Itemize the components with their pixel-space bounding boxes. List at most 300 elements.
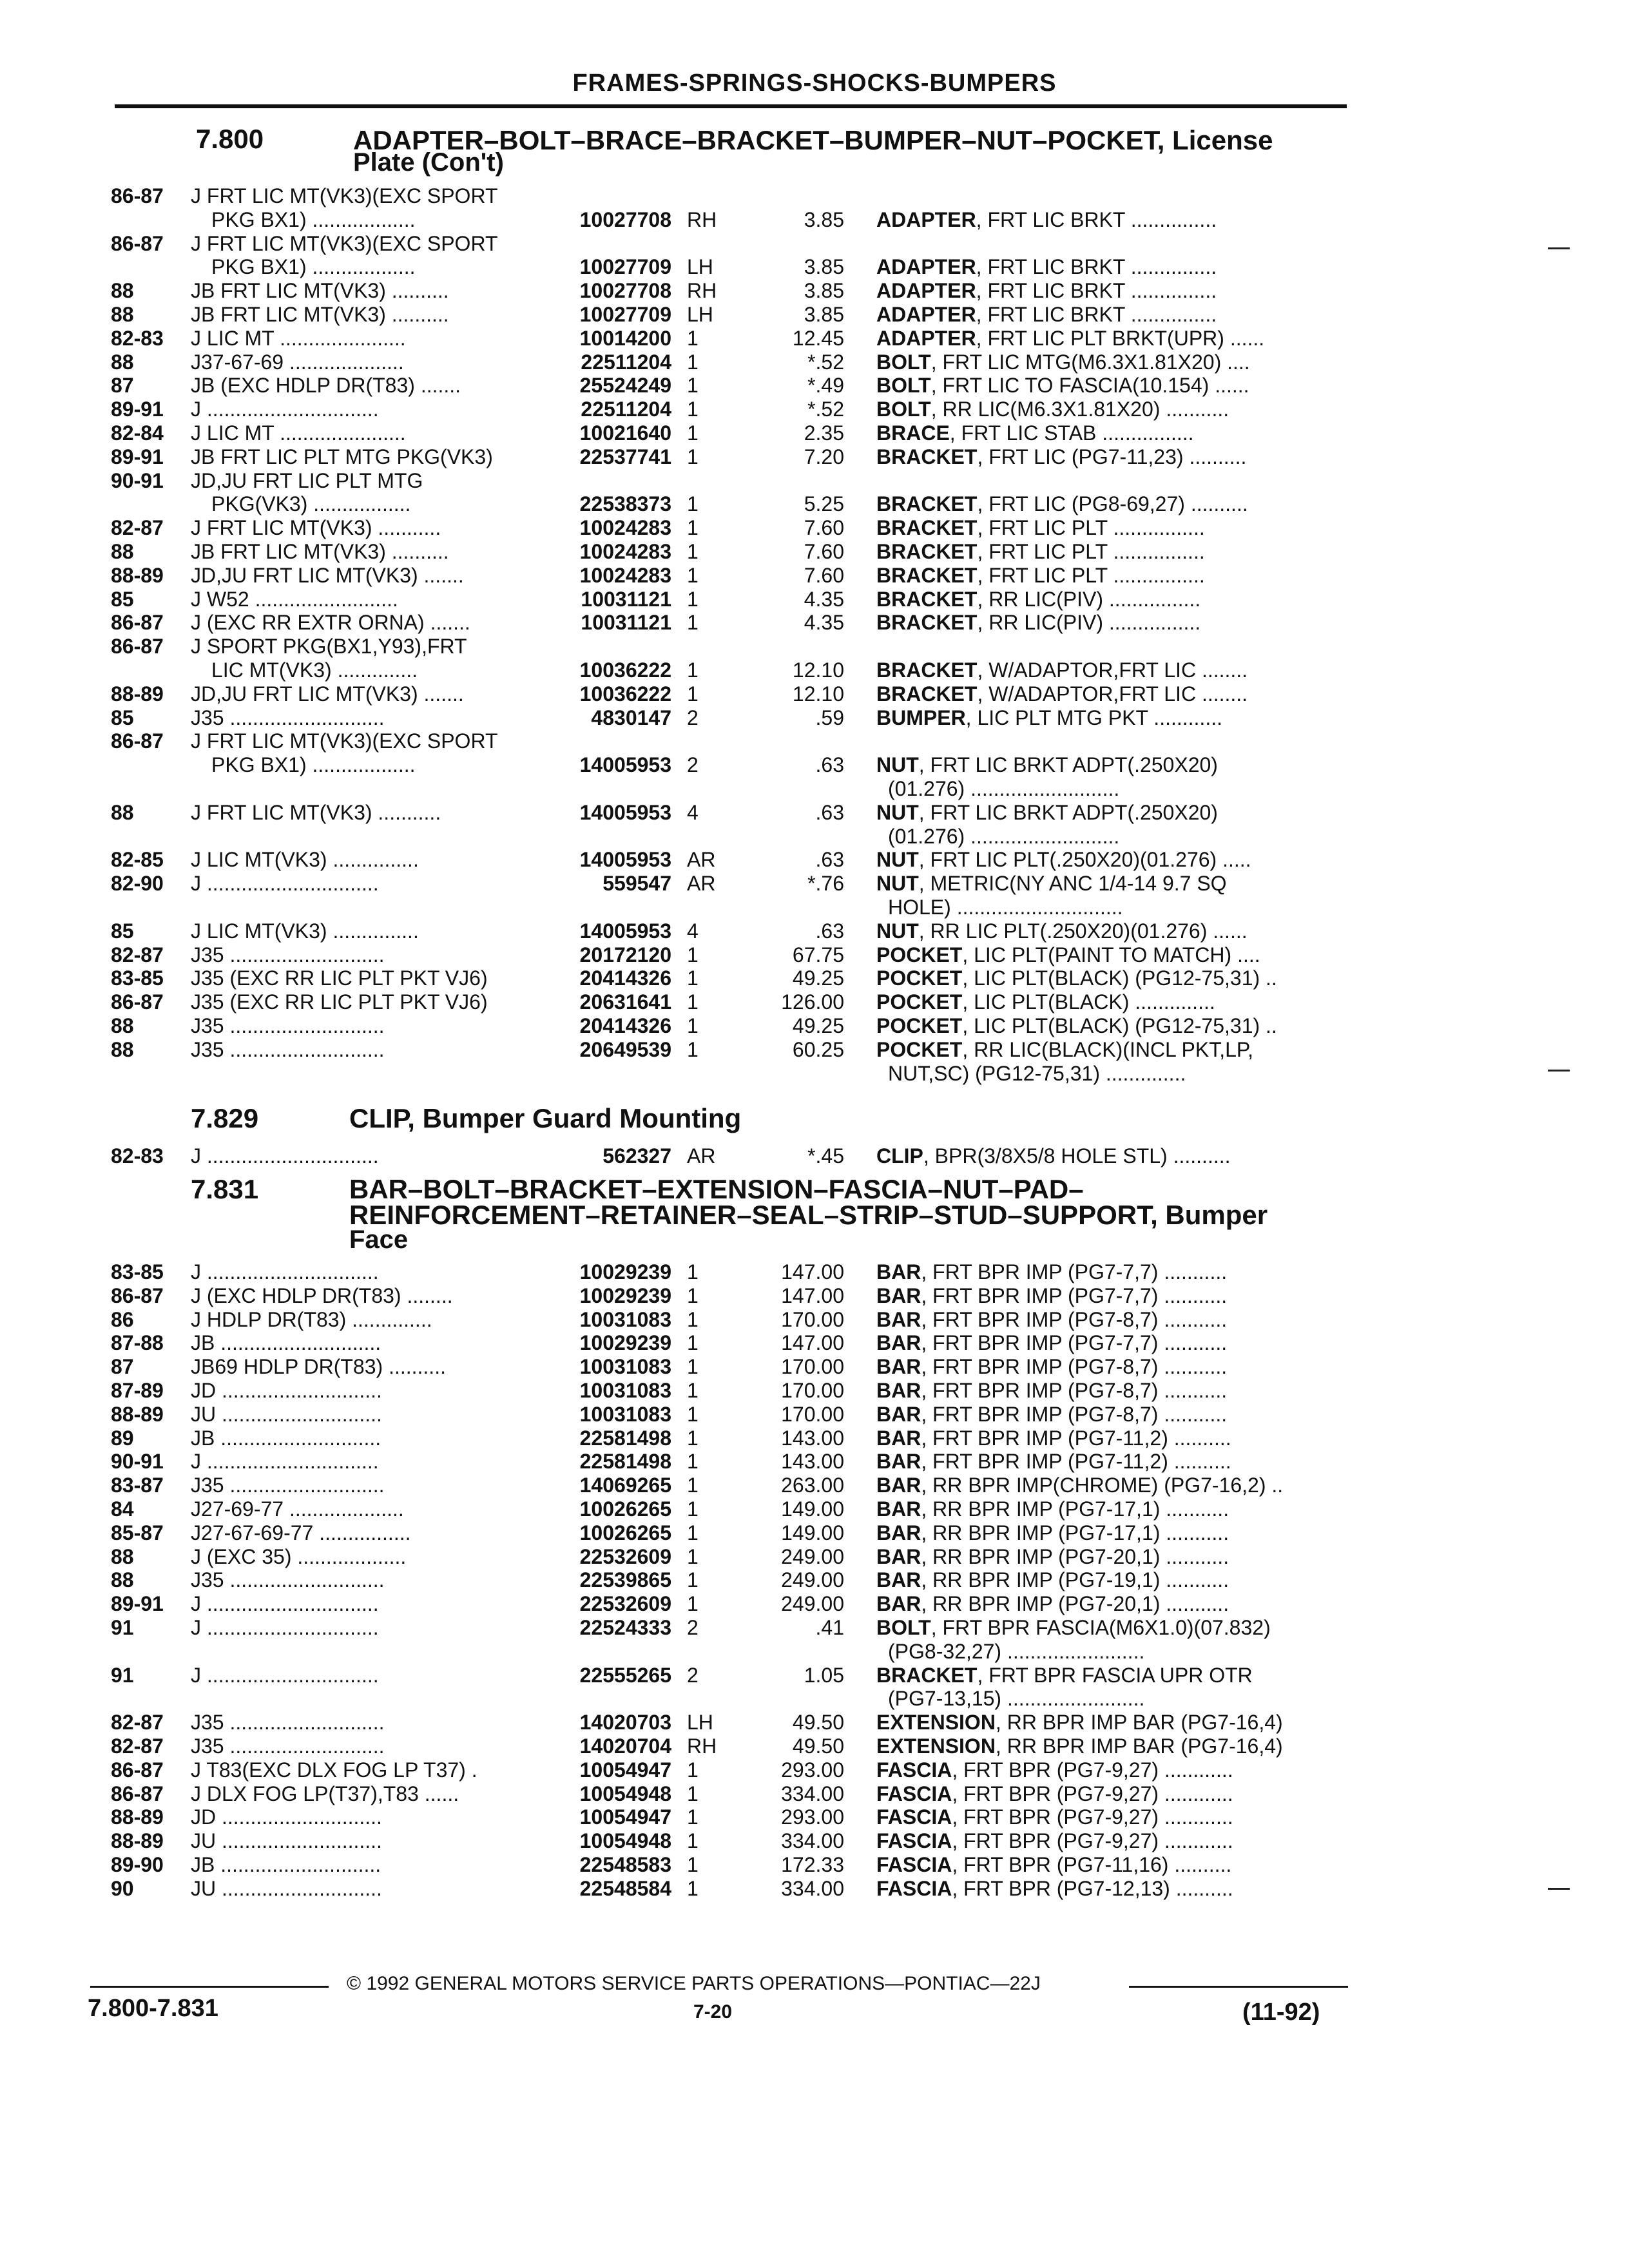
price: 3.85 — [804, 255, 844, 278]
date-code: (11-92) — [1242, 1999, 1320, 2026]
part-name: BAR — [876, 1497, 921, 1521]
price: .63 — [815, 801, 844, 824]
quantity: RH — [687, 279, 717, 302]
parts-row — [0, 942, 1629, 968]
part-name: BRACKET — [876, 658, 978, 682]
quantity: 1 — [687, 1545, 699, 1568]
parts-row — [0, 515, 1629, 541]
part-number: 20631641 — [579, 990, 671, 1014]
part-detail: , FRT BPR IMP (PG7-8,7) ........... — [921, 1379, 1228, 1402]
part-detail: , FRT LIC (PG8-69,27) .......... — [977, 492, 1248, 515]
application: PKG BX1) .................. — [211, 255, 416, 278]
parts-row — [0, 1472, 1629, 1498]
description — [876, 207, 1347, 233]
quantity: 1 — [687, 1450, 699, 1473]
price: 12.10 — [792, 658, 844, 682]
description — [876, 562, 1347, 588]
part-number: 22581498 — [579, 1450, 671, 1473]
model-year: 88 — [111, 1568, 134, 1591]
header-rule — [115, 104, 1347, 108]
part-name: ADAPTER — [876, 279, 976, 302]
part-detail: , RR LIC(PIV) ................ — [977, 588, 1201, 611]
parts-row — [0, 444, 1629, 470]
model-year: 88 — [111, 351, 134, 374]
quantity: RH — [687, 208, 717, 231]
price: 334.00 — [781, 1829, 844, 1852]
parts-row — [0, 1781, 1629, 1807]
model-year: 87 — [111, 374, 134, 397]
quantity: 1 — [687, 421, 699, 445]
quantity: 1 — [687, 1782, 699, 1805]
part-name: POCKET — [876, 966, 963, 990]
copyright-text: © 1992 GENERAL MOTORS SERVICE PARTS OPERATIONS—PONTIAC—22J — [347, 1973, 1041, 1994]
application: J35 ........................... — [191, 1014, 385, 1037]
part-number: 22524333 — [579, 1616, 671, 1639]
description — [876, 1496, 1347, 1522]
part-detail: , FRT LIC PLT ................ — [977, 564, 1205, 587]
quantity: 1 — [687, 398, 699, 421]
price: *.45 — [807, 1144, 844, 1168]
application: J35 (EXC RR LIC PLT PKT VJ6) — [191, 966, 488, 990]
part-number: 10029239 — [579, 1260, 671, 1283]
model-year: 89-90 — [111, 1853, 164, 1876]
description — [876, 942, 1347, 968]
price: 249.00 — [781, 1592, 844, 1615]
part-name: BAR — [876, 1592, 921, 1615]
quantity: 1 — [687, 564, 699, 587]
description — [876, 1615, 1347, 1640]
quantity: 1 — [687, 492, 699, 515]
part-detail: , FRT LIC BRKT ............... — [976, 279, 1217, 302]
quantity: 2 — [687, 1616, 699, 1639]
part-detail: , FRT BPR (PG7-12,13) .......... — [952, 1877, 1233, 1900]
parts-row — [0, 1591, 1629, 1617]
model-year: 83-87 — [111, 1474, 164, 1497]
application: J (EXC RR EXTR ORNA) ....... — [191, 611, 470, 634]
part-detail: , FRT LIC (PG7-11,23) .......... — [977, 445, 1247, 468]
price: .63 — [815, 848, 844, 871]
price: 172.33 — [781, 1853, 844, 1876]
model-year: 88 — [111, 303, 134, 326]
part-number: 4830147 — [591, 706, 671, 729]
model-year: 89-91 — [111, 398, 164, 421]
footer-rule-right — [1129, 1986, 1348, 1988]
application: J (EXC 35) ................... — [191, 1545, 407, 1568]
price: 293.00 — [781, 1805, 844, 1829]
price: 2.35 — [804, 421, 844, 445]
parts-row — [0, 965, 1629, 991]
price: *.52 — [807, 398, 844, 421]
application: J DLX FOG LP(T37),T83 ...... — [191, 1782, 459, 1805]
model-year: 88 — [111, 1038, 134, 1061]
description — [876, 1378, 1347, 1403]
application: JD ............................ — [191, 1805, 382, 1829]
model-year: 87 — [111, 1355, 134, 1378]
part-detail: , FRT BPR FASCIA(M6X1.0)(07.832) — [930, 1616, 1271, 1639]
price: 334.00 — [781, 1877, 844, 1900]
part-number: 25524249 — [579, 374, 671, 397]
quantity: 1 — [687, 1331, 699, 1354]
part-name: BAR — [876, 1403, 921, 1426]
parts-row — [0, 1804, 1629, 1830]
part-name: BAR — [876, 1284, 921, 1307]
model-year: 82-83 — [111, 327, 164, 350]
part-number: 10024283 — [579, 564, 671, 587]
application: J35 ........................... — [191, 1711, 385, 1734]
part-number: 10014200 — [579, 327, 671, 350]
application: J .............................. — [191, 1144, 379, 1168]
description — [888, 1686, 1347, 1711]
quantity: LH — [687, 1711, 713, 1734]
price: 49.25 — [792, 1014, 844, 1037]
quantity: 2 — [687, 1664, 699, 1687]
part-number: 22537741 — [579, 445, 671, 468]
model-year: 88 — [111, 1545, 134, 1568]
price: 49.25 — [792, 966, 844, 990]
part-name: BOLT — [876, 374, 931, 397]
part-detail: , LIC PLT(BLACK) (PG12-75,31) .. — [962, 1014, 1277, 1037]
description — [876, 349, 1347, 375]
description — [876, 491, 1347, 517]
part-detail: , FRT LIC BRKT ADPT(.250X20) — [918, 801, 1218, 824]
quantity: 1 — [687, 540, 699, 563]
model-year: 82-87 — [111, 1735, 164, 1758]
part-name: BAR — [876, 1308, 921, 1331]
quantity: 1 — [687, 990, 699, 1014]
application: J FRT LIC MT(VK3)(EXC SPORT — [191, 232, 498, 255]
part-number: 10021640 — [579, 421, 671, 445]
parts-row — [0, 1733, 1629, 1759]
quantity: 1 — [687, 1474, 699, 1497]
part-name: FASCIA — [876, 1805, 952, 1829]
parts-row — [0, 539, 1629, 564]
description — [876, 325, 1347, 351]
price: 170.00 — [781, 1308, 844, 1331]
part-detail: , FRT BPR IMP (PG7-8,7) ........... — [921, 1308, 1228, 1331]
quantity: AR — [687, 1144, 716, 1168]
part-name: POCKET — [876, 943, 963, 966]
part-name: ADAPTER — [876, 208, 976, 231]
price: 149.00 — [781, 1497, 844, 1521]
part-name: BRACKET — [876, 588, 978, 611]
part-detail: , FRT LIC PLT(.250X20)(01.276) ..... — [918, 848, 1251, 871]
part-name: FASCIA — [876, 1829, 952, 1852]
part-number: 10031083 — [579, 1355, 671, 1378]
application: J35 (EXC RR LIC PLT PKT VJ6) — [191, 990, 488, 1014]
section-range: 7.800-7.831 — [88, 1995, 218, 2022]
parts-row — [0, 1330, 1629, 1356]
part-name: BAR — [876, 1568, 921, 1591]
model-year: 90 — [111, 1877, 134, 1900]
part-name: BRACKET — [876, 445, 978, 468]
application: J W52 ......................... — [191, 588, 398, 611]
description — [876, 1143, 1347, 1169]
application: J FRT LIC MT(VK3) ........... — [191, 801, 441, 824]
price: 7.60 — [804, 540, 844, 563]
application: PKG(VK3) ................. — [211, 492, 411, 515]
description — [876, 610, 1347, 635]
description — [876, 1013, 1347, 1039]
part-number: 562327 — [602, 1144, 671, 1168]
application: J .............................. — [191, 1450, 379, 1473]
parts-row — [0, 894, 1629, 920]
quantity: 1 — [687, 445, 699, 468]
model-year: 86 — [111, 1308, 134, 1331]
part-number: 14005953 — [579, 753, 671, 776]
quantity: 1 — [687, 351, 699, 374]
description — [876, 1876, 1347, 1901]
description — [876, 989, 1347, 1015]
price: 147.00 — [781, 1284, 844, 1307]
application: JD ............................ — [191, 1379, 382, 1402]
model-year: 83-85 — [111, 966, 164, 990]
application: J35 ........................... — [191, 943, 385, 966]
parts-row — [0, 1567, 1629, 1593]
part-name: ADAPTER — [876, 327, 976, 350]
part-detail: , FRT BPR (PG7-9,27) ............ — [952, 1758, 1233, 1782]
price: 7.60 — [804, 564, 844, 587]
part-name: EXTENSION — [876, 1735, 996, 1758]
price: 1.05 — [804, 1664, 844, 1687]
description — [876, 965, 1347, 991]
part-number: 10031083 — [579, 1379, 671, 1402]
model-year: 82-87 — [111, 516, 164, 539]
parts-row — [0, 633, 1629, 659]
parts-row — [0, 396, 1629, 422]
part-detail: , FRT BPR IMP (PG7-8,7) ........... — [921, 1355, 1228, 1378]
parts-row — [0, 1544, 1629, 1570]
part-detail: , FRT LIC MTG(M6.3X1.81X20) .... — [930, 351, 1250, 374]
application: JB ............................ — [191, 1331, 381, 1354]
application: J FRT LIC MT(VK3)(EXC SPORT — [191, 729, 498, 753]
model-year: 84 — [111, 1497, 134, 1521]
part-name: BRACKET — [876, 492, 978, 515]
part-detail: , FRT LIC BRKT ............... — [976, 208, 1217, 231]
part-name: ADAPTER — [876, 303, 976, 326]
model-year: 85-87 — [111, 1521, 164, 1544]
quantity: 4 — [687, 801, 699, 824]
part-name: BRACKET — [876, 1664, 978, 1687]
parts-row — [0, 870, 1629, 896]
parts-row — [0, 1401, 1629, 1427]
application: J LIC MT(VK3) ............... — [191, 848, 419, 871]
part-name: BOLT — [876, 1616, 931, 1639]
part-number: 22532609 — [579, 1545, 671, 1568]
part-detail: , RR BPR IMP (PG7-20,1) ........... — [921, 1592, 1229, 1615]
price: 12.45 — [792, 327, 844, 350]
part-number: 10029239 — [579, 1284, 671, 1307]
model-year: 82-87 — [111, 1711, 164, 1734]
description — [876, 539, 1347, 564]
application: JD,JU FRT LIC MT(VK3) ....... — [191, 682, 464, 706]
parts-row — [0, 491, 1629, 517]
quantity: 1 — [687, 1403, 699, 1426]
application: JU ............................ — [191, 1403, 382, 1426]
part-number: 10031121 — [581, 588, 671, 611]
price: 263.00 — [781, 1474, 844, 1497]
description — [876, 1781, 1347, 1807]
section-number: 7.800 — [196, 124, 264, 154]
price: 126.00 — [781, 990, 844, 1014]
part-name: BAR — [876, 1450, 921, 1473]
model-year: 82-85 — [111, 848, 164, 871]
application: J .............................. — [191, 1616, 379, 1639]
description — [888, 776, 1347, 802]
part-name: BAR — [876, 1427, 921, 1450]
part-name: BAR — [876, 1521, 921, 1544]
part-number: 10031083 — [579, 1403, 671, 1426]
parts-row — [0, 752, 1629, 778]
description — [876, 1283, 1347, 1309]
quantity: 1 — [687, 1308, 699, 1331]
part-name: BAR — [876, 1355, 921, 1378]
description — [876, 1330, 1347, 1356]
application: J27-69-77 .................... — [191, 1497, 404, 1521]
description — [876, 278, 1347, 303]
part-detail: , METRIC(NY ANC 1/4-14 9.7 SQ — [918, 872, 1227, 895]
parts-row — [0, 657, 1629, 683]
part-detail: , RR BPR IMP (PG7-20,1) ........... — [921, 1545, 1229, 1568]
description — [876, 1757, 1347, 1783]
part-number: 20649539 — [579, 1038, 671, 1061]
part-detail: , FRT LIC BRKT ............... — [976, 303, 1217, 326]
model-year: 88-89 — [111, 1805, 164, 1829]
application: J35 ........................... — [191, 1474, 385, 1497]
model-year: 82-87 — [111, 943, 164, 966]
quantity: 1 — [687, 1829, 699, 1852]
description — [888, 823, 1347, 849]
quantity: 1 — [687, 1014, 699, 1037]
model-year: 88-89 — [111, 1829, 164, 1852]
description — [876, 420, 1347, 446]
part-name: BRACKET — [876, 540, 978, 563]
part-number: 22581498 — [579, 1427, 671, 1450]
description — [888, 1061, 1347, 1086]
part-number: 14020703 — [579, 1711, 671, 1734]
part-name: BUMPER — [876, 706, 966, 729]
quantity: 1 — [687, 682, 699, 706]
part-number: 22539865 — [579, 1568, 671, 1591]
part-number: 10026265 — [579, 1521, 671, 1544]
application: JB FRT LIC PLT MTG PKG(VK3) — [191, 445, 493, 468]
part-number: 10054948 — [579, 1782, 671, 1805]
parts-row — [0, 325, 1629, 351]
part-detail: , FRT BPR (PG7-11,16) .......... — [952, 1853, 1232, 1876]
part-number: 22532609 — [579, 1592, 671, 1615]
description — [888, 1639, 1347, 1664]
quantity: LH — [687, 255, 713, 278]
quantity: AR — [687, 848, 716, 871]
quantity: RH — [687, 1735, 717, 1758]
part-name: POCKET — [876, 1038, 963, 1061]
part-number: 10029239 — [579, 1331, 671, 1354]
page-number: 7-20 — [693, 2001, 733, 2023]
part-name: NUT — [876, 801, 919, 824]
parts-row — [0, 231, 1629, 256]
margin-mark — [1548, 247, 1570, 249]
part-number: 10024283 — [579, 516, 671, 539]
model-year: 82-83 — [111, 1144, 164, 1168]
quantity: 4 — [687, 919, 699, 943]
price: .63 — [815, 753, 844, 776]
quantity: 2 — [687, 753, 699, 776]
quantity: 1 — [687, 611, 699, 634]
part-name: FASCIA — [876, 1877, 952, 1900]
parts-row — [0, 1448, 1629, 1474]
part-number: 22511204 — [581, 398, 671, 421]
description — [876, 444, 1347, 470]
parts-row — [0, 1639, 1629, 1664]
description — [876, 1733, 1347, 1759]
parts-row — [0, 705, 1629, 731]
part-name: NUT — [876, 753, 919, 776]
quantity: 1 — [687, 1853, 699, 1876]
quantity: 1 — [687, 1877, 699, 1900]
part-number: 14069265 — [579, 1474, 671, 1497]
quantity: 1 — [687, 1568, 699, 1591]
model-year: 88 — [111, 801, 134, 824]
model-year: 87-88 — [111, 1331, 164, 1354]
part-detail: , FRT LIC BRKT ADPT(.250X20) — [918, 753, 1218, 776]
section-title: CLIP, Bumper Guard Mounting — [349, 1103, 742, 1133]
model-year: 82-90 — [111, 872, 164, 895]
part-detail: , BPR(3/8X5/8 HOLE STL) .......... — [923, 1144, 1231, 1168]
application: JB (EXC HDLP DR(T83) ....... — [191, 374, 461, 397]
part-detail: , FRT LIC STAB ................ — [949, 421, 1194, 445]
part-name: FASCIA — [876, 1853, 952, 1876]
quantity: 2 — [687, 706, 699, 729]
part-name: BRACKET — [876, 611, 978, 634]
model-year: 90-91 — [111, 1450, 164, 1473]
model-year: 88-89 — [111, 1403, 164, 1426]
description — [876, 752, 1347, 778]
part-number: 10031121 — [581, 611, 671, 634]
model-year: 88 — [111, 279, 134, 302]
quantity: 1 — [687, 966, 699, 990]
model-year: 88 — [111, 540, 134, 563]
part-detail: NUT,SC) (PG12-75,31) .............. — [888, 1062, 1186, 1085]
description — [876, 1425, 1347, 1451]
description — [876, 372, 1347, 398]
model-year: 87-89 — [111, 1379, 164, 1402]
application: LIC MT(VK3) .............. — [211, 658, 418, 682]
description — [876, 1401, 1347, 1427]
parts-row — [0, 1259, 1629, 1285]
price: 334.00 — [781, 1782, 844, 1805]
application: JB ............................ — [191, 1427, 381, 1450]
parts-row — [0, 254, 1629, 280]
part-number: 10027709 — [579, 303, 671, 326]
model-year: 83-85 — [111, 1260, 164, 1283]
parts-row — [0, 586, 1629, 612]
quantity: 1 — [687, 943, 699, 966]
price: *.76 — [807, 872, 844, 895]
application: J .............................. — [191, 398, 379, 421]
description — [876, 1709, 1347, 1735]
part-detail: , LIC PLT(BLACK) .............. — [962, 990, 1215, 1014]
parts-row — [0, 1496, 1629, 1522]
parts-row — [0, 918, 1629, 944]
part-number: 20172120 — [579, 943, 671, 966]
model-year: 86-87 — [111, 990, 164, 1014]
description — [876, 1259, 1347, 1285]
parts-row — [0, 1425, 1629, 1451]
application: JU ............................ — [191, 1877, 382, 1900]
quantity: 1 — [687, 1497, 699, 1521]
part-name: NUT — [876, 919, 919, 943]
price: 7.60 — [804, 516, 844, 539]
application: J LIC MT ...................... — [191, 327, 406, 350]
